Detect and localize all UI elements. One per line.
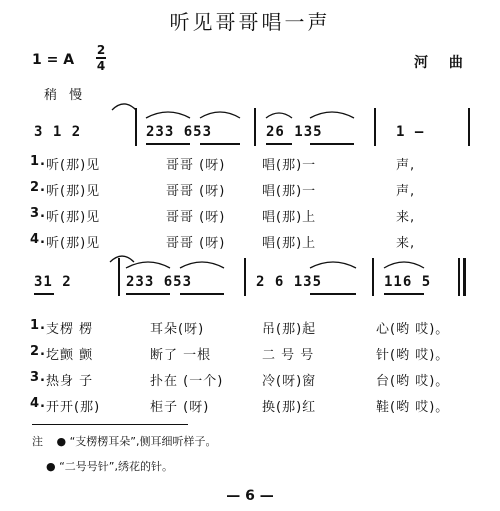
lyric-c: 冷(呀)窗 [262, 374, 317, 389]
page-number: — 6 — [226, 488, 274, 504]
key-signature: 1 = A [32, 52, 75, 68]
lyric-d: 台(哟 哎)。 [376, 374, 450, 389]
footnote-2-text: “二号号针”,绣花的针。 [59, 460, 174, 473]
lyric-n: 4. [30, 396, 46, 411]
lyric-d: 声, [396, 158, 416, 173]
lyric-b: 哥哥 (呀) [166, 184, 226, 199]
footnote-marker: ● [56, 435, 67, 448]
footnote-1 [32, 433, 217, 449]
slur [310, 262, 356, 268]
lyric-a: 听(那)见 [46, 158, 101, 173]
footnote-2 [46, 458, 173, 474]
slur [180, 262, 224, 268]
staff1-measure2: 233 653 [146, 124, 213, 140]
footnote-rule [32, 424, 188, 425]
lyric-c: 唱(那)上 [262, 236, 317, 251]
slur [310, 112, 354, 118]
lyric-b: 耳朵(呀) [150, 322, 205, 337]
tempo-marking: 稍 慢 [44, 88, 87, 103]
footnote-1-text: “支楞楞耳朵”,侧耳细听样子。 [69, 435, 217, 448]
meter-bottom: 4 [96, 58, 106, 73]
staff1-measure4: 1 — [396, 124, 425, 140]
lyric-n: 3. [30, 370, 46, 385]
lyric-d: 心(哟 哎)。 [376, 322, 450, 337]
lyric-n: 1. [30, 154, 46, 169]
lyric-n: 4. [30, 232, 46, 247]
slur [112, 104, 136, 110]
slur [110, 256, 134, 262]
lyric-n: 2. [30, 180, 46, 195]
lyric-a: 圪颤 颤 [46, 348, 94, 363]
lyric-n: 3. [30, 206, 46, 221]
lyric-b: 哥哥 (呀) [166, 158, 226, 173]
lyric-c: 吊(那)起 [262, 322, 317, 337]
footnote-marker: ● [46, 460, 56, 473]
song-origin: 河 曲 [414, 55, 471, 71]
lyric-b: 断了 一根 [150, 348, 212, 363]
lyric-a: 听(那)见 [46, 236, 101, 251]
meter-top: 2 [96, 43, 106, 57]
lyric-c: 唱(那)上 [262, 210, 317, 225]
staff1-measure1: 3 1 2 [34, 124, 82, 140]
slur [126, 262, 170, 268]
staff2-measure2: 233 653 [126, 274, 193, 290]
lyric-d: 来, [396, 210, 416, 225]
lyric-a: 听(那)见 [46, 184, 101, 199]
lyric-c: 唱(那)一 [262, 158, 317, 173]
staff2-measure1: 31 2 [34, 274, 72, 290]
lyric-b: 扑在 (一个) [150, 374, 224, 389]
lyric-c: 换(那)红 [262, 400, 317, 415]
footnote-label: 注 [32, 435, 43, 448]
slur [266, 113, 292, 118]
lyric-c: 二 号 号 [262, 348, 315, 363]
lyric-a: 支楞 楞 [46, 322, 94, 337]
lyric-a: 热身 子 [46, 374, 94, 389]
staff2-measure4: 116 5 [384, 274, 432, 290]
lyric-d: 来, [396, 236, 416, 251]
slur [200, 112, 240, 118]
lyric-d: 针(哟 哎)。 [376, 348, 450, 363]
lyric-b: 哥哥 (呀) [166, 236, 226, 251]
lyric-n: 1. [30, 318, 46, 333]
slur [146, 112, 190, 118]
lyric-b: 柜子 (呀) [150, 400, 210, 415]
staff1-measure3: 26 135 [266, 124, 323, 140]
lyric-n: 2. [30, 344, 46, 359]
slur [384, 262, 424, 268]
lyric-d: 声, [396, 184, 416, 199]
lyric-c: 唱(那)一 [262, 184, 317, 199]
lyric-b: 哥哥 (呀) [166, 210, 226, 225]
song-title: 听见哥哥唱一声 [169, 10, 331, 34]
staff2-measure3: 2 6 135 [256, 274, 323, 290]
lyric-a: 开开(那) [46, 400, 101, 415]
lyric-a: 听(那)见 [46, 210, 101, 225]
lyric-d: 鞋(哟 哎)。 [376, 400, 450, 415]
